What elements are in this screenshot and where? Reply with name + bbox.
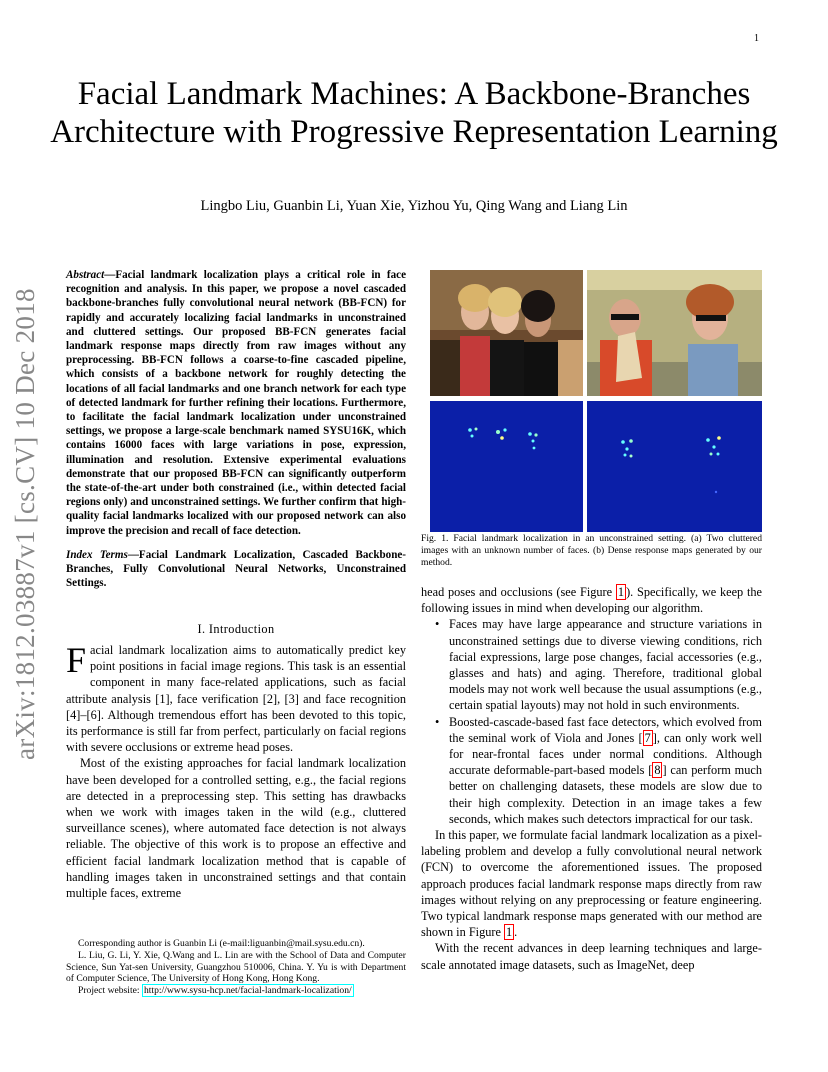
intro-paragraph-1: acial landmark localization aims to automatically predict key point positions in facial image regions. This task is an essential component in many face-related applications, such as facial attribute analysis [1], face verification [2], [3] and face recognition [4]–[6]. Although tremendous effort has been devoted to this topic, its performance is still far from perfect, particularly on facial regions with severe occlusions or extreme head poses. <box>66 643 406 755</box>
figure-caption: Fig. 1. Facial landmark localization in an unconstrained setting. (a) Two cluttered images with an unknown number of faces. (b) Dense response maps generated by our method. <box>421 533 762 568</box>
abstract-label: Abstract <box>66 269 105 281</box>
figure-1 <box>430 270 762 532</box>
list-item <box>449 714 762 827</box>
page-number: 1 <box>754 33 759 44</box>
right-paragraph-1-text-b: ). Specifically, we keep the following issues in mind when developing our algorithm. <box>421 585 763 616</box>
issues-list <box>421 616 762 827</box>
introduction-body <box>66 642 406 901</box>
citation-link[interactable]: 7 <box>644 730 651 745</box>
footnote-affiliations: L. Liu, G. Li, Y. Xie, Q.Wang and L. Lin are with the School of Data and Computer Science, Sun Yat-sen University, Guangzhou 510006, China. Y. Yu is with Department of Computer Science, The University of Hong Kong, Hong Kong. <box>66 949 406 985</box>
photo-group-of-women <box>430 270 583 396</box>
abstract <box>66 268 406 538</box>
abstract-text: —Facial landmark localization plays a critical role in face recognition and analysis. In this paper, we propose a novel cascaded backbone-branches fully convolutional neural network (BB-FCN) for rapidly and accurately localizing facial landmarks in unconstrained and cluttered settings. Our proposed BB-FCN generates facial landmark response maps directly from raw images without any preprocessing. BB-FCN follows a coarse-to-fine cascaded pipeline, which consists of a backbone network for roughly detecting the locations of all facial landmarks and one branch network for each type of detected landmark for further refining their locations. Furthermore, to facilitate the facial landmark localization under unconstrained settings, we propose a large-scale benchmark named SYSU16K, which contains 16000 faces with large variations in pose, expression, illumination and resolution. Extensive experimental evaluations demonstrate that our proposed BB-FCN can significantly outperform the state-of-the-art under both constrained (i.e., within detected facial regions only) and unconstrained settings. We further confirm that high-quality facial landmarks localized with our proposed network can also improve the precision and recall of face detection. <box>66 269 406 537</box>
index-terms-text: —Facial Landmark Localization, Cascaded Backbone-Branches, Fully Convolutional Neural Networks, Unconstrained Settings. <box>66 549 406 590</box>
list-item-text-c: ] can perform much better on challenging datasets, these models are slow due to their high complexity. Detection in an image takes a few seconds, which makes such detectors impractical for our task. <box>449 763 762 826</box>
figure-reference-link[interactable]: 1 <box>506 925 513 940</box>
response-map-right <box>587 401 762 532</box>
section-heading: I. Introduction <box>197 622 275 636</box>
footnote-corresponding: Corresponding author is Guanbin Li (e-mail:liguanbin@mail.sysu.edu.cn). <box>78 938 365 949</box>
photo-man-and-woman <box>587 270 762 396</box>
right-paragraph-2-text-a: In this paper, we formulate facial landmark localization as a pixel-labeling problem and develop a fully convolutional neural network (FCN) to overcome the aforementioned issues. The proposed approach produces facial landmark response maps directly from raw images without relying on any preprocessing or feature engineering. Two typical landmark response maps generated with our method are shown in Figure <box>421 828 762 940</box>
right-paragraph-1-text-a: head poses and occlusions (see Figure <box>421 585 616 599</box>
index-terms-label: Index Terms <box>66 549 128 561</box>
right-paragraph-1 <box>421 584 762 616</box>
arxiv-identifier: arXiv:1812.03887v1 [cs.CV] 10 Dec 2018 <box>10 288 40 760</box>
right-paragraph-2-text-b: . <box>514 925 518 940</box>
intro-paragraph-2: Most of the existing approaches for facial landmark localization have been developed for a controlled setting, e.g., the facial regions are detected in a preprocessing step. This setting has drawbacks when we work with images taken in the wild (e.g., cluttered surveillance scenes), where automated face detection is not always reliable. The objective of this work is to propose an effective and efficient facial landmark localization method that is capable of handling images taken in unconstrained settings and that contain multiple faces, extreme <box>66 756 406 901</box>
project-website-link[interactable]: http://www.sysu-hcp.net/facial-landmark-localization/ <box>143 985 352 997</box>
right-paragraph-3: With the recent advances in deep learning techniques and large-scale annotated image datasets, such as ImageNet, deep <box>421 941 762 972</box>
footnote-website <box>66 985 406 997</box>
index-terms <box>66 548 406 591</box>
figure-reference-link[interactable]: 1 <box>617 585 625 599</box>
paper-title: Facial Landmark Machines: A Backbone-Branches Architecture with Progressive Representation Learning <box>50 76 778 150</box>
list-item-text-a: Boosted-cascade-based fast face detectors, which evolved from the seminal work of Viola and Jones [ <box>449 714 762 745</box>
right-column-body <box>421 584 762 973</box>
list-item-text-b: ], can only work well for near-frontal faces under normal conditions. Although accurate deformable-part-based models [ <box>449 730 762 778</box>
response-map-left <box>430 401 583 532</box>
footnote-website-prefix: Project website: <box>78 985 142 997</box>
footnote <box>66 938 406 997</box>
right-paragraph-2 <box>421 827 762 940</box>
list-item: • Faces may have large appearance and structure variations in unconstrained settings due to diverse viewing conditions, rich facial expressions, large pose changes, facial accessories (e.g., glasses and hats) and aging. Therefore, traditional global models may not work well because the usual assumptions (e.g., certain spatial layouts) may not hold in such environments. <box>449 616 762 713</box>
author-list: Lingbo Liu, Guanbin Li, Yuan Xie, Yizhou Yu, Qing Wang and Liang Lin <box>200 198 628 214</box>
citation-link[interactable]: 8 <box>654 763 661 778</box>
drop-cap: F <box>66 640 87 680</box>
